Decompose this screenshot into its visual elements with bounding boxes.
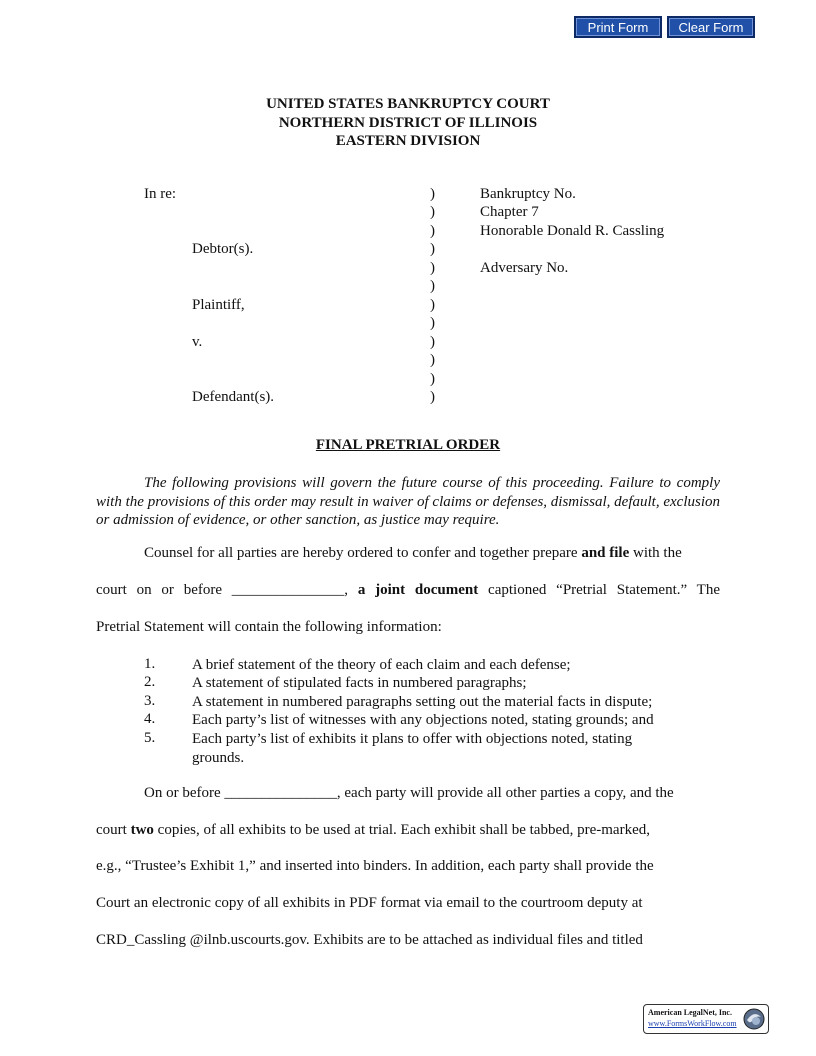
text-span: Counsel for all parties are hereby ordered to confer and together prepare <box>144 545 582 561</box>
paren: ) <box>430 389 435 405</box>
list-item-number: 4. <box>144 711 156 727</box>
plaintiff-label: Plaintiff, <box>192 297 245 313</box>
adversary-no-label: Adversary No. <box>480 260 569 276</box>
paren: ) <box>430 278 435 294</box>
in-re-label: In re: <box>144 186 177 202</box>
paren: ) <box>430 186 435 202</box>
para1-line1 <box>96 545 720 562</box>
forms-workflow-logo[interactable] <box>643 1004 769 1034</box>
defendant-label: Defendant(s). <box>192 389 275 405</box>
list-item: A brief statement of the theory of each claim and each defense; <box>192 657 571 673</box>
para2-line1: On or before _______________, each party will provide all other parties a copy, and the <box>144 785 674 801</box>
text-span: copies, of all exhibits to be used at trial. Each exhibit shall be tabbed, pre-marked, <box>153 822 650 838</box>
para2-line3: e.g., “Trustee’s Exhibit 1,” and inserted into binders. In addition, each party shall provide the <box>96 858 654 874</box>
list-item-number: 3. <box>144 693 156 709</box>
paren: ) <box>430 260 435 276</box>
list-item-number: 1. <box>144 656 156 672</box>
para1-line2 <box>96 582 720 599</box>
paren: ) <box>430 204 435 220</box>
paren: ) <box>430 223 435 239</box>
list-item-number: 5. <box>144 730 156 746</box>
list-item: Each party’s list of witnesses with any objections noted, stating grounds; and <box>192 712 654 728</box>
list-item: A statement in numbered paragraphs setting out the material facts in dispute; <box>192 694 653 710</box>
text-span: court on or before _______________, <box>96 582 358 598</box>
chapter-label: Chapter 7 <box>480 204 539 220</box>
para1-line3: Pretrial Statement will contain the following information: <box>96 619 442 635</box>
versus-label: v. <box>192 334 203 350</box>
company-url-link[interactable]: www.FormsWorkFlow.com <box>648 1019 737 1028</box>
order-title: FINAL PRETRIAL ORDER <box>315 437 501 453</box>
bankruptcy-no-label: Bankruptcy No. <box>480 186 576 202</box>
clear-form-button[interactable]: Clear Form <box>667 16 755 38</box>
bold-span: a joint document <box>357 582 479 598</box>
bold-span: and file <box>581 545 630 561</box>
paren: ) <box>430 334 435 350</box>
print-form-button[interactable]: Print Form <box>574 16 662 38</box>
debtor-label: Debtor(s). <box>192 241 254 257</box>
text-span: captioned “Pretrial Statement.” The <box>478 582 720 598</box>
list-item-number: 2. <box>144 674 156 690</box>
paren: ) <box>430 241 435 257</box>
court-name: UNITED STATES BANKRUPTCY COURT <box>266 96 550 112</box>
text-span: court <box>96 822 131 838</box>
text-span: with the <box>629 545 682 561</box>
para2-line5: CRD_Cassling @ilnb.uscourts.gov. Exhibits are to be attached as individual files and titled <box>96 932 643 948</box>
company-name: American LegalNet, Inc. <box>648 1008 732 1017</box>
paren: ) <box>430 352 435 368</box>
para2-line4: Court an electronic copy of all exhibits in PDF format via email to the courtroom deputy at <box>96 895 643 911</box>
bold-span: two <box>130 822 154 838</box>
list-item: Each party’s list of exhibits it plans to offer with objections noted, stating grounds. <box>192 731 633 766</box>
district-name: NORTHERN DISTRICT OF ILLINOIS <box>278 115 538 131</box>
intro-paragraph: The following provisions will govern the future course of this proceeding. Failure to comply with the provisions of this order may result in waiver of claims or defenses, dismissal, default, exclusion or admission of evidence, or other sanction, as justice may require. <box>96 475 720 528</box>
judge-name: Honorable Donald R. Cassling <box>480 223 665 239</box>
list-item: A statement of stipulated facts in numbered paragraphs; <box>192 675 527 691</box>
paren: ) <box>430 315 435 331</box>
paren: ) <box>430 371 435 387</box>
paren: ) <box>430 297 435 313</box>
division-name: EASTERN DIVISION <box>335 133 481 149</box>
para2-line2 <box>96 822 720 839</box>
globe-icon <box>743 1008 765 1030</box>
